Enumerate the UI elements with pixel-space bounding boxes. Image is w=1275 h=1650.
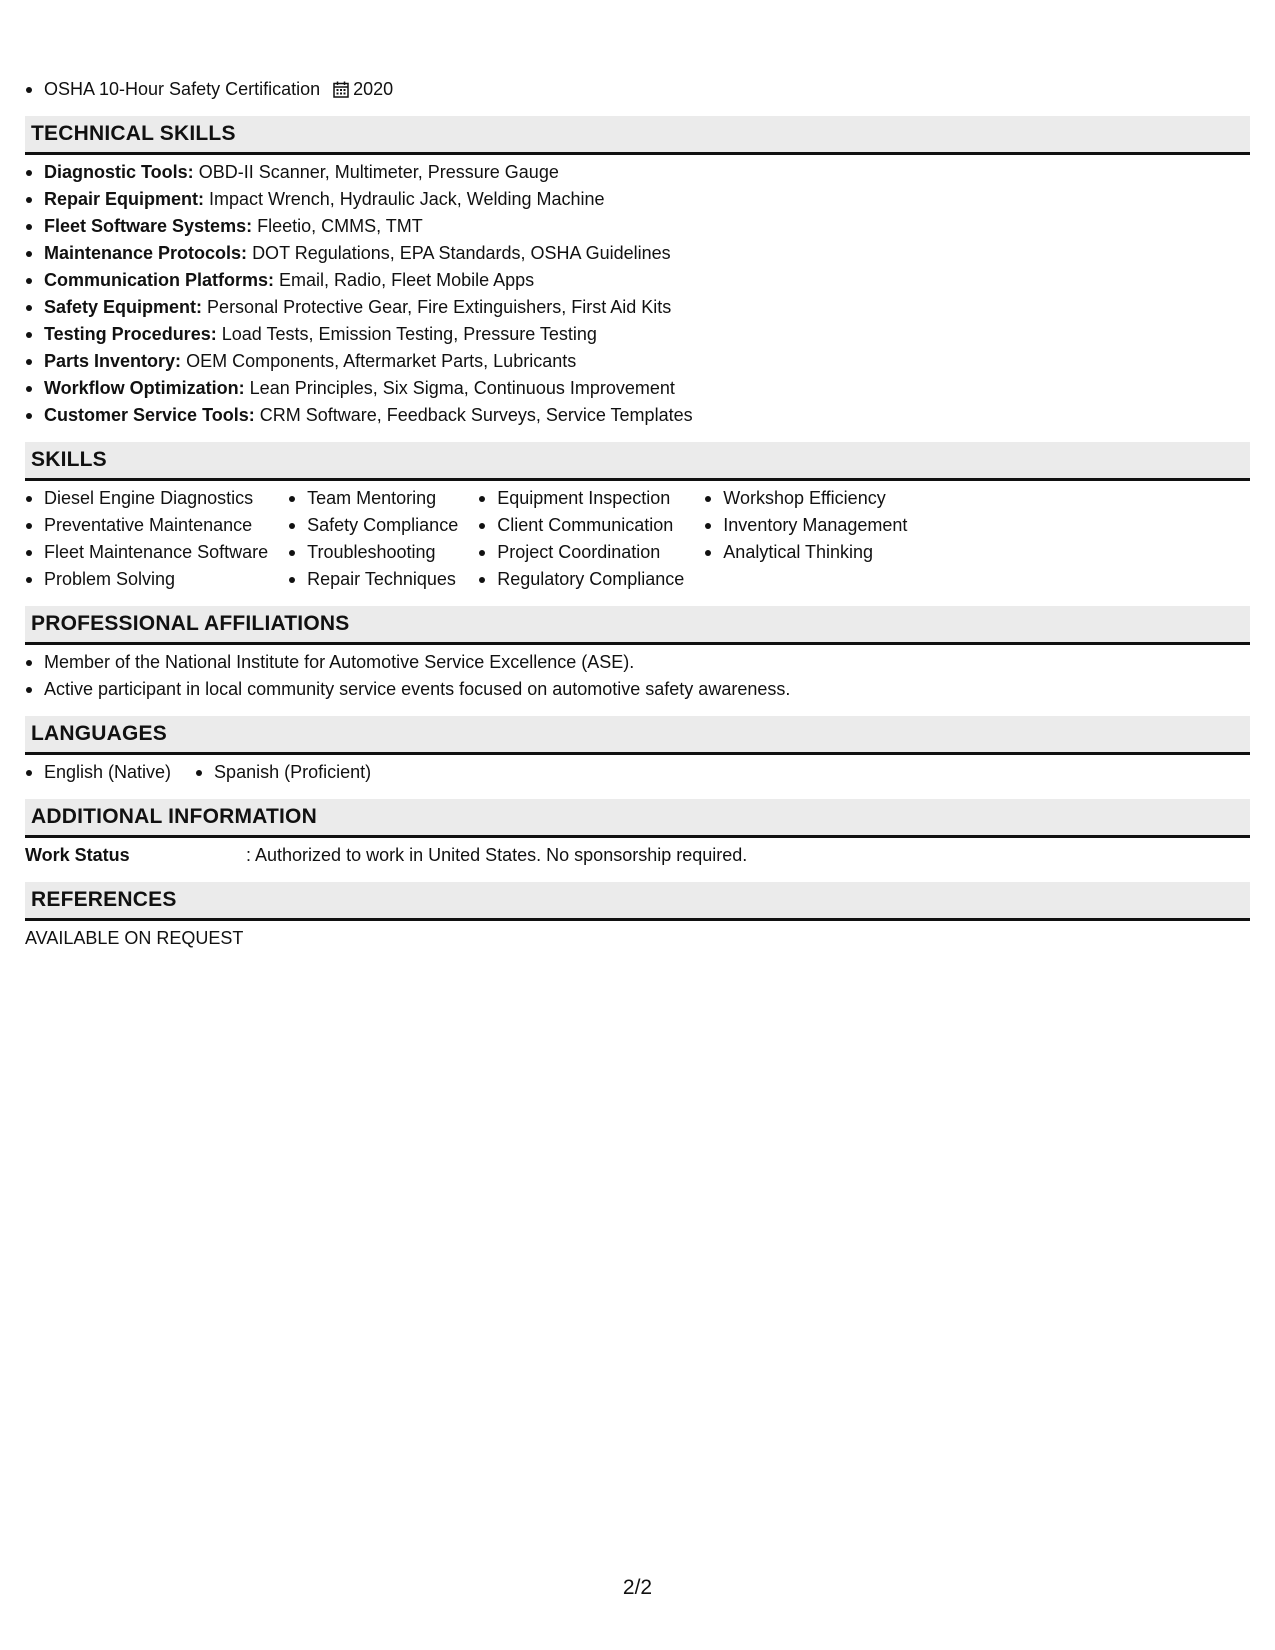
skills-column bbox=[25, 485, 268, 593]
skill-label: Diagnostic Tools: bbox=[44, 162, 194, 182]
certification-name: OSHA 10-Hour Safety Certification bbox=[25, 76, 320, 103]
skill-label: Customer Service Tools: bbox=[44, 405, 255, 425]
list-item: Inventory Management bbox=[704, 512, 907, 539]
skill-value: Impact Wrench, Hydraulic Jack, Welding Machine bbox=[209, 189, 605, 209]
affiliations-heading: PROFESSIONAL AFFILIATIONS bbox=[25, 606, 1250, 645]
skill-value: Email, Radio, Fleet Mobile Apps bbox=[279, 270, 535, 290]
list-item: Analytical Thinking bbox=[704, 539, 907, 566]
list-item: Spanish (Proficient) bbox=[195, 759, 371, 786]
skills-section bbox=[25, 442, 1250, 593]
skill-value: Fleetio, CMMS, TMT bbox=[257, 216, 423, 236]
skill-label: Safety Equipment: bbox=[44, 297, 203, 317]
work-status-row bbox=[25, 842, 1250, 869]
certification-year: 2020 bbox=[353, 79, 394, 99]
skills-heading: SKILLS bbox=[25, 442, 1250, 481]
technical-skills-section bbox=[25, 116, 1250, 429]
skill-label: Repair Equipment: bbox=[44, 189, 205, 209]
certification-date bbox=[333, 79, 393, 100]
list-item: Project Coordination bbox=[478, 539, 684, 566]
languages-list bbox=[25, 759, 1250, 786]
skill-label: Testing Procedures: bbox=[44, 324, 217, 344]
technical-skills-list bbox=[25, 159, 1250, 429]
list-item: Member of the National Institute for Automotive Service Excellence (ASE). bbox=[25, 649, 1250, 676]
list-item: Repair Techniques bbox=[288, 566, 458, 593]
skill-label: Maintenance Protocols: bbox=[44, 243, 248, 263]
list-item: Regulatory Compliance bbox=[478, 566, 684, 593]
additional-info-heading: ADDITIONAL INFORMATION bbox=[25, 799, 1250, 838]
references-text: AVAILABLE ON REQUEST bbox=[25, 928, 244, 948]
list-item: Preventative Maintenance bbox=[25, 512, 268, 539]
skill-value: DOT Regulations, EPA Standards, OSHA Guidelines bbox=[252, 243, 671, 263]
calendar-icon bbox=[333, 81, 349, 98]
references-section bbox=[25, 882, 1250, 952]
skill-value: Personal Protective Gear, Fire Extinguishers, First Aid Kits bbox=[207, 297, 672, 317]
skills-column bbox=[704, 485, 907, 593]
certification-row bbox=[25, 76, 1250, 103]
skill-label: Parts Inventory: bbox=[44, 351, 182, 371]
languages-heading: LANGUAGES bbox=[25, 716, 1250, 755]
resume-page bbox=[25, 76, 1250, 952]
list-item bbox=[25, 402, 1250, 429]
list-item bbox=[25, 267, 1250, 294]
list-item bbox=[25, 159, 1250, 186]
page-number: 2/2 bbox=[622, 1576, 653, 1599]
work-status-value: : Authorized to work in United States. No sponsorship required. bbox=[246, 845, 748, 865]
list-item: Troubleshooting bbox=[288, 539, 458, 566]
list-item: Team Mentoring bbox=[288, 485, 458, 512]
skill-value: CRM Software, Feedback Surveys, Service Templates bbox=[259, 405, 693, 425]
list-item: Active participant in local community service events focused on automotive safety awareness. bbox=[25, 676, 1250, 703]
skill-label: Fleet Software Systems: bbox=[44, 216, 253, 236]
skill-value: OEM Components, Aftermarket Parts, Lubricants bbox=[186, 351, 577, 371]
technical-skills-heading: TECHNICAL SKILLS bbox=[25, 116, 1250, 155]
list-item bbox=[25, 294, 1250, 321]
skills-column bbox=[288, 485, 458, 593]
list-item bbox=[25, 375, 1250, 402]
skill-label: Communication Platforms: bbox=[44, 270, 275, 290]
skill-value: OBD-II Scanner, Multimeter, Pressure Gauge bbox=[198, 162, 559, 182]
list-item: Client Communication bbox=[478, 512, 684, 539]
list-item bbox=[25, 321, 1250, 348]
list-item: Safety Compliance bbox=[288, 512, 458, 539]
list-item bbox=[25, 240, 1250, 267]
affiliations-list bbox=[25, 649, 1250, 703]
list-item: Workshop Efficiency bbox=[704, 485, 907, 512]
skill-value: Load Tests, Emission Testing, Pressure Testing bbox=[221, 324, 597, 344]
work-status-label: Work Status bbox=[25, 845, 130, 865]
list-item: Equipment Inspection bbox=[478, 485, 684, 512]
skill-value: Lean Principles, Six Sigma, Continuous Improvement bbox=[249, 378, 675, 398]
list-item: English (Native) bbox=[25, 759, 171, 786]
languages-section bbox=[25, 716, 1250, 786]
list-item: Diesel Engine Diagnostics bbox=[25, 485, 268, 512]
affiliations-section bbox=[25, 606, 1250, 703]
skill-label: Workflow Optimization: bbox=[44, 378, 245, 398]
list-item bbox=[25, 348, 1250, 375]
list-item: Problem Solving bbox=[25, 566, 268, 593]
list-item bbox=[25, 186, 1250, 213]
list-item: Fleet Maintenance Software bbox=[25, 539, 268, 566]
list-item bbox=[25, 213, 1250, 240]
skills-column bbox=[478, 485, 684, 593]
additional-info-section bbox=[25, 799, 1250, 869]
references-heading: REFERENCES bbox=[25, 882, 1250, 921]
skills-grid bbox=[25, 485, 1250, 593]
